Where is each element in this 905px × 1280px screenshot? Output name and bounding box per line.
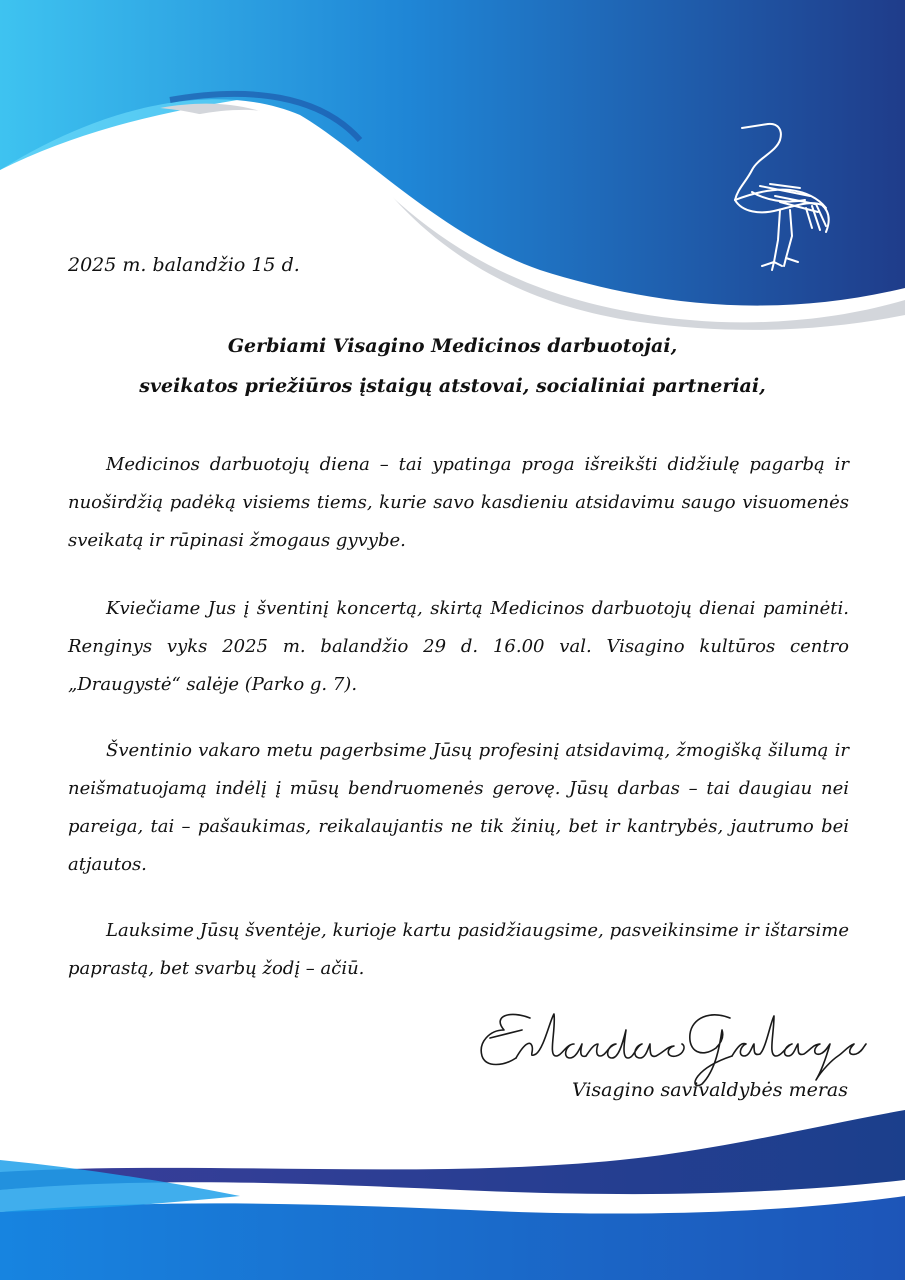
signature bbox=[470, 1000, 870, 1090]
greeting-line-1: Gerbiami Visagino Medicinos darbuotojai, bbox=[227, 335, 678, 357]
signature-name: Erlandas Galagus bbox=[470, 1000, 479, 1001]
paragraph-4: Lauksime Jūsų šventėje, kurioje kartu pasidžiaugsime, pasveikinsime ir ištarsime paprastą, bet svarbų žodį – ačiū. bbox=[68, 920, 849, 979]
paragraph-2: Kviečiame Jus į šventinį koncertą, skirtą Medicinos darbuotojų dienai paminėti. Renginys vyks 2025 m. balandžio 29 d. 16.00 val. Visagino kultūros centro „Draugystė“ salėje (Parko g. 7). bbox=[68, 598, 849, 695]
greeting-line-2: sveikatos priežiūros įstaigų atstovai, socialiniai partneriai, bbox=[139, 375, 766, 397]
signer-title: Visagino savivaldybės meras bbox=[571, 1079, 848, 1101]
paragraph-3: Šventinio vakaro metu pagerbsime Jūsų profesinį atsidavimą, žmogišką šilumą ir neišmatuojamą indėlį į mūsų bendruomenės gerovę. Jūsų darbas – tai daugiau nei pareiga, tai – pašaukimas, reikalaujantis ne tik žinių, bet ir kantrybės, jautrumo bei atjautos. bbox=[68, 740, 849, 875]
paragraph-1: Medicinos darbuotojų diena – tai ypatinga proga išreikšti didžiulę pagarbą ir nuoširdžią padėką visiems tiems, kurie savo kasdieniu atsidavimu saugo visuomenės sveikatą ir rūpinasi žmogaus gyvybe. bbox=[68, 454, 849, 551]
letter-date: 2025 m. balandžio 15 d. bbox=[68, 254, 300, 276]
